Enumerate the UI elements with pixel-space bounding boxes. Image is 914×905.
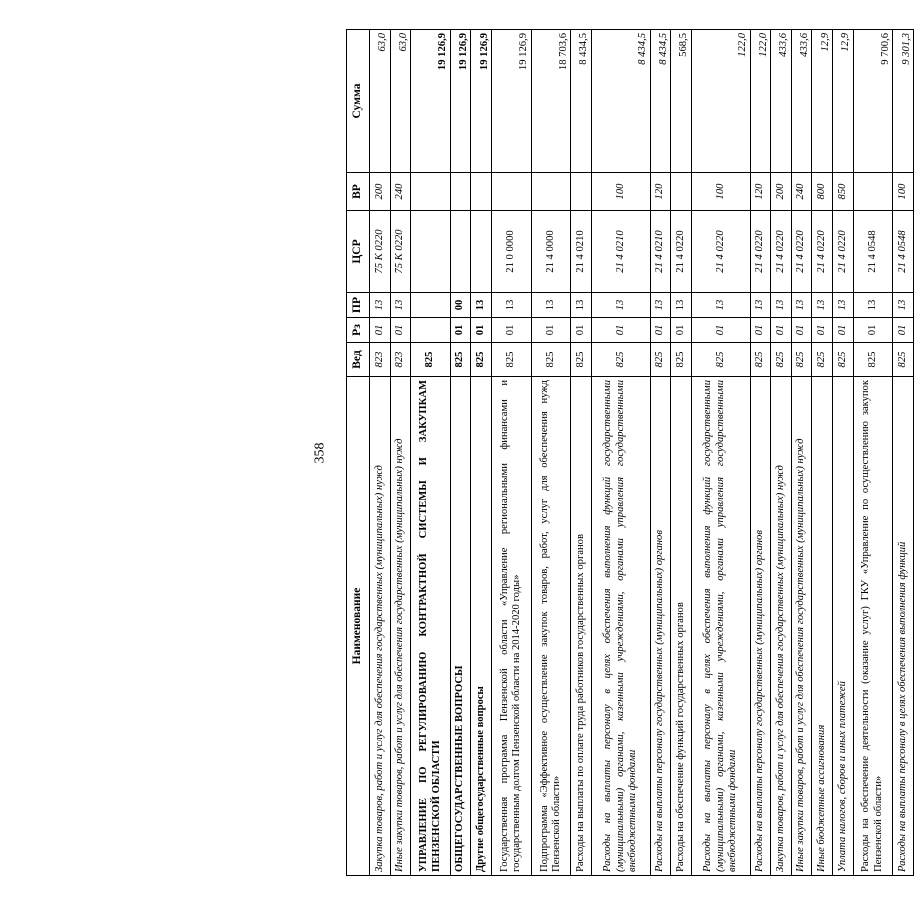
cell-csr [411,211,451,293]
cell-vr: 100 [691,173,750,211]
cell-sum: 18 703,6 [531,30,571,173]
cell-csr: 21 4 0210 [591,211,650,293]
cell-vr [531,173,571,211]
cell-ved: 825 [492,343,532,377]
cell-vr [411,173,451,211]
cell-pr: 13 [471,293,492,318]
cell-csr: 21 4 0220 [812,211,833,293]
cell-csr: 21 4 0220 [791,211,812,293]
cell-rz: 01 [671,318,692,343]
header-ved: Вед [347,343,370,377]
cell-rz: 01 [750,318,771,343]
cell-rz: 01 [812,318,833,343]
table-row [650,30,671,876]
cell-ved: 825 [531,343,571,377]
cell-pr: 13 [492,293,532,318]
cell-name: Расходы на выплаты персоналу в целях обеспечения выполнения функций государственными (муниципальными) органами, казенными учреждениями, органами управления государственными внебюджетными фондами [591,377,650,876]
cell-pr: 13 [650,293,671,318]
table-header-row [347,30,370,876]
cell-vr: 100 [591,173,650,211]
cell-csr [471,211,492,293]
cell-name: Подпрограмма «Эффективное осуществление закупок товаров, работ, услуг для обеспечения нужд Пензенской области» [531,377,571,876]
cell-csr: 21 4 0220 [771,211,792,293]
cell-sum: 19 126,9 [411,30,451,173]
cell-name: Уплата налогов, сборов и иных платежей [833,377,854,876]
table-row [571,30,592,876]
cell-pr: 13 [691,293,750,318]
cell-rz: 01 [691,318,750,343]
cell-sum: 122,0 [691,30,750,173]
cell-rz [411,318,451,343]
cell-rz: 01 [853,318,893,343]
table-row [671,30,692,876]
table-row [471,30,492,876]
cell-name: Другие общегосударственные вопросы [471,377,492,876]
cell-csr: 21 4 0210 [571,211,592,293]
cell-pr: 13 [812,293,833,318]
cell-vr: 120 [650,173,671,211]
cell-rz: 01 [370,318,391,343]
cell-pr: 13 [571,293,592,318]
table-row [833,30,854,876]
cell-vr: 100 [893,173,914,211]
header-pr: ПР [347,293,370,318]
table-row [370,30,391,876]
cell-sum: 63,0 [370,30,391,173]
cell-pr: 13 [531,293,571,318]
cell-csr: 75 К 0220 [390,211,411,293]
cell-pr: 13 [671,293,692,318]
cell-ved: 825 [411,343,451,377]
table-row [531,30,571,876]
cell-pr: 13 [853,293,893,318]
cell-csr: 21 4 0210 [650,211,671,293]
cell-pr: 13 [791,293,812,318]
cell-sum: 8 434,5 [571,30,592,173]
cell-name: Расходы на выплаты персоналу в целях обеспечения выполнения функций государственными (муниципальными) органами, казенными учреждениями, органами управления государственными внебюджетными фондами [691,377,750,876]
cell-csr: 21 4 0220 [671,211,692,293]
cell-csr: 21 4 0548 [893,211,914,293]
cell-ved: 825 [853,343,893,377]
cell-pr: 13 [893,293,914,318]
cell-rz: 01 [650,318,671,343]
cell-csr: 21 4 0220 [691,211,750,293]
cell-vr: 240 [390,173,411,211]
table-row [853,30,893,876]
table-row [411,30,451,876]
cell-ved: 825 [450,343,471,377]
cell-sum: 433,6 [771,30,792,173]
cell-sum: 9 700,6 [853,30,893,173]
cell-vr: 850 [833,173,854,211]
cell-pr: 13 [771,293,792,318]
cell-rz: 01 [893,318,914,343]
cell-rz: 01 [591,318,650,343]
cell-sum: 63,0 [390,30,411,173]
header-vr: ВР [347,173,370,211]
cell-name: Закупка товаров, работ и услуг для обеспечения государственных (муниципальных) нужд [771,377,792,876]
cell-rz: 01 [791,318,812,343]
cell-pr [411,293,451,318]
cell-sum: 433,6 [791,30,812,173]
cell-ved: 823 [370,343,391,377]
cell-rz: 01 [471,318,492,343]
cell-name: Иные бюджетные ассигнования [812,377,833,876]
cell-name: Расходы на выплаты персоналу государственных (муниципальных) органов [750,377,771,876]
cell-csr: 21 4 0220 [750,211,771,293]
cell-sum: 122,0 [750,30,771,173]
cell-ved: 825 [750,343,771,377]
cell-ved: 825 [791,343,812,377]
cell-rz: 01 [571,318,592,343]
cell-ved: 825 [812,343,833,377]
cell-vr: 240 [791,173,812,211]
cell-sum: 8 434,5 [591,30,650,173]
cell-name: Иные закупки товаров, работ и услуг для обеспечения государственных (муниципальных) нужд [791,377,812,876]
table-row [791,30,812,876]
cell-vr [571,173,592,211]
cell-name: Расходы на обеспечение деятельности (оказание услуг) ГКУ «Управление по осуществлению закупок Пензенской области» [853,377,893,876]
cell-csr: 21 0 0000 [492,211,532,293]
cell-sum: 19 126,9 [471,30,492,173]
cell-pr: 13 [833,293,854,318]
table-row [450,30,471,876]
cell-vr: 800 [812,173,833,211]
cell-name: Расходы на выплаты по оплате труда работников государственных органов [571,377,592,876]
page-number [298,0,342,905]
table-row [812,30,833,876]
cell-sum: 568,5 [671,30,692,173]
cell-ved: 825 [771,343,792,377]
rotated-table-container [346,30,914,876]
cell-pr: 13 [370,293,391,318]
cell-rz: 01 [450,318,471,343]
cell-ved: 825 [591,343,650,377]
cell-csr: 21 4 0548 [853,211,893,293]
cell-ved: 825 [691,343,750,377]
table-row [492,30,532,876]
header-csr: ЦСР [347,211,370,293]
cell-vr: 200 [370,173,391,211]
cell-name: Закупка товаров, работ и услуг для обеспечения государственных (муниципальных) нужд [370,377,391,876]
cell-vr [671,173,692,211]
cell-sum: 19 126,9 [492,30,532,173]
cell-vr: 200 [771,173,792,211]
cell-name: УПРАВЛЕНИЕ ПО РЕГУЛИРОВАНИЮ КОНТРАКТНОЙ СИСТЕМЫ И ЗАКУПКАМ ПЕНЗЕНСКОЙ ОБЛАСТИ [411,377,451,876]
cell-pr: 00 [450,293,471,318]
table-row [750,30,771,876]
cell-ved: 825 [471,343,492,377]
cell-pr: 13 [591,293,650,318]
cell-vr [853,173,893,211]
cell-ved: 823 [390,343,411,377]
cell-rz: 01 [390,318,411,343]
cell-pr: 13 [390,293,411,318]
header-rz: Рз [347,318,370,343]
cell-name: Расходы на обеспечение функций государственных органов [671,377,692,876]
page-number-text: 358 [312,442,327,463]
header-name: Наименование [347,377,370,876]
cell-pr: 13 [750,293,771,318]
budget-table [346,29,914,876]
cell-vr [450,173,471,211]
cell-ved: 825 [571,343,592,377]
cell-vr [492,173,532,211]
header-sum: Сумма [347,30,370,173]
cell-csr [450,211,471,293]
cell-name: Иные закупки товаров, работ и услуг для обеспечения государственных (муниципальных) нужд [390,377,411,876]
cell-rz: 01 [531,318,571,343]
cell-vr [471,173,492,211]
table-row [691,30,750,876]
cell-csr: 21 4 0000 [531,211,571,293]
cell-csr: 21 4 0220 [833,211,854,293]
cell-vr: 120 [750,173,771,211]
cell-sum: 12,9 [812,30,833,173]
cell-name: Расходы на выплаты персоналу в целях обеспечения выполнения функций [893,377,914,876]
table-row [893,30,914,876]
cell-sum: 9 301,3 [893,30,914,173]
table-row [591,30,650,876]
cell-name: ОБЩЕГОСУДАРСТВЕННЫЕ ВОПРОСЫ [450,377,471,876]
cell-rz: 01 [492,318,532,343]
cell-sum: 12,9 [833,30,854,173]
cell-name: Расходы на выплаты персоналу государственных (муниципальных) органов [650,377,671,876]
cell-rz: 01 [771,318,792,343]
table-row [390,30,411,876]
cell-ved: 825 [893,343,914,377]
table-row [771,30,792,876]
cell-ved: 825 [650,343,671,377]
cell-name: Государственная программа Пензенской области «Управление региональными финансами и государственным долгом Пензенской области на 2014-2020 годы» [492,377,532,876]
cell-sum: 19 126,9 [450,30,471,173]
cell-sum: 8 434,5 [650,30,671,173]
cell-csr: 75 К 0220 [370,211,391,293]
table-body [370,30,914,876]
cell-rz: 01 [833,318,854,343]
cell-ved: 825 [671,343,692,377]
cell-ved: 825 [833,343,854,377]
